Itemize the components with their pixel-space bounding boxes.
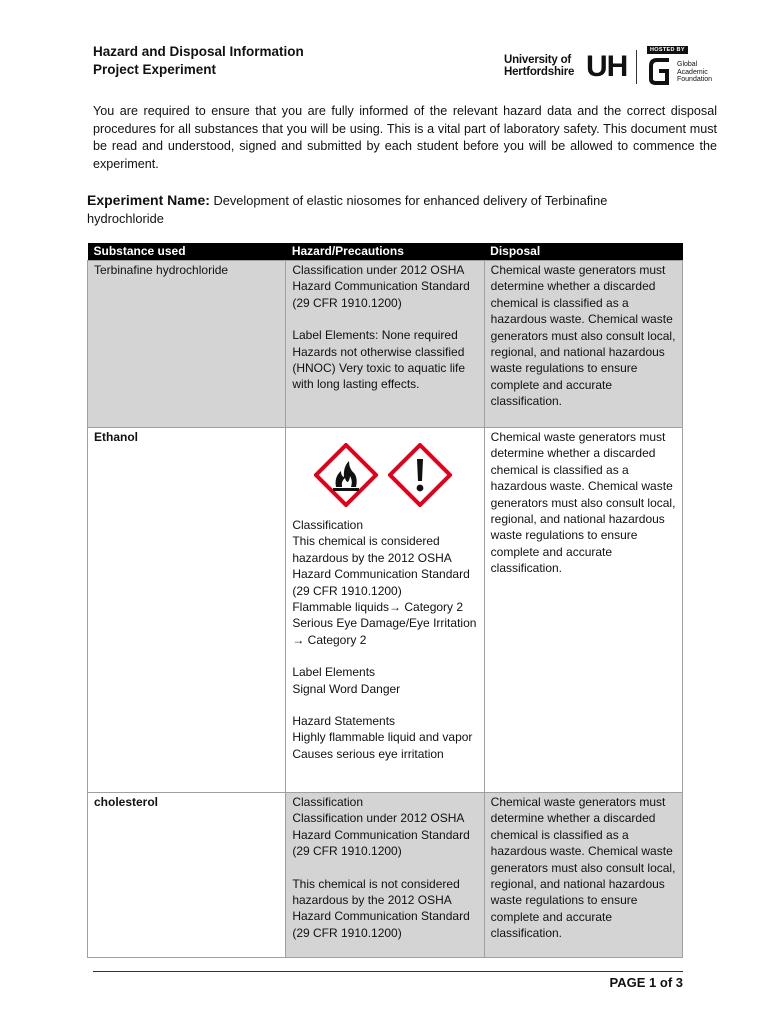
hazard-cell xyxy=(286,428,484,793)
hazard-cell xyxy=(286,261,484,428)
university-logo xyxy=(504,46,726,88)
intro-paragraph: You are required to ensure that you are fully informed of the relevant hazard data and the correct disposal procedures for all substances that you will be using. This is a vital part of laboratory safety. This document must be read and understood, signed and submitted by each student before you will be allowed to commence the experiment. xyxy=(93,104,717,171)
substance-cell: Terbinafine hydrochloride xyxy=(88,261,286,428)
hazard-line: Classification under 2012 OSHA Hazard Communication Standard (29 CFR 1910.1200) xyxy=(292,263,470,310)
table-header-row xyxy=(88,243,683,261)
flame-pictogram-icon xyxy=(314,443,378,507)
header-substance: Substance used xyxy=(88,243,286,261)
experiment-name-value: Development of elastic niosomes for enhanced delivery of Terbinafine hydrochloride xyxy=(87,193,608,226)
substance-cell: Ethanol xyxy=(88,428,286,793)
gaf-name-line-3: Foundation xyxy=(677,76,713,83)
hazard-line: This chemical is not considered hazardous by the 2012 OSHA Hazard Communication Standard (29 CFR 1910.1200) xyxy=(292,876,470,940)
hazard-line: Serious Eye Damage/Eye Irritation → Category 2 xyxy=(292,616,477,647)
hazard-line: Classification under 2012 OSHA Hazard Communication Standard (29 CFR 1910.1200) xyxy=(292,811,470,859)
disposal-cell: Chemical waste generators must determine whether a discarded chemical is classified as a hazardous waste. Chemical waste generators must also consult local, regional, and national hazardous waste regulations to ensure complete and accurate classification. xyxy=(484,428,682,793)
gaf-name-line-2: Academic xyxy=(677,68,708,76)
university-name xyxy=(504,54,574,78)
hazard-line: Hazard Statements xyxy=(292,714,396,729)
table-row xyxy=(88,261,683,428)
gaf-logo-icon xyxy=(647,57,673,85)
hazard-line: Classification xyxy=(292,518,364,532)
header-disposal: Disposal xyxy=(484,243,682,261)
hazard-line: Signal Word Danger xyxy=(292,681,401,696)
experiment-name xyxy=(87,191,687,228)
hosted-by-badge: HOSTED BY xyxy=(647,46,688,54)
header-hazard: Hazard/Precautions xyxy=(286,243,484,261)
university-name-line-1: University of xyxy=(504,54,572,66)
hazard-line: Flammable liquids→ Category 2 xyxy=(292,600,464,615)
hazard-cell xyxy=(286,793,484,958)
university-name-line-2: Hertfordshire xyxy=(504,66,575,78)
title-line-2: Project Experiment xyxy=(93,62,217,77)
logo-divider xyxy=(636,50,637,84)
exclamation-pictogram-icon xyxy=(388,443,452,507)
hazard-line xyxy=(292,648,477,664)
ghs-pictograms xyxy=(314,443,477,507)
hazard-line: Classification xyxy=(292,795,364,809)
table-row xyxy=(88,428,683,793)
hazard-line: This chemical is considered hazardous by the 2012 OSHA Hazard Communication Standard (29 CFR 1910.1200) xyxy=(292,534,470,598)
document-title xyxy=(93,43,304,79)
footer-divider xyxy=(93,971,683,972)
hazard-line xyxy=(292,311,477,327)
table-row xyxy=(88,793,683,958)
hazard-line xyxy=(292,697,477,713)
page-number: PAGE 1 of 3 xyxy=(609,975,683,990)
hazard-line xyxy=(292,860,477,876)
hazard-line: Label Elements xyxy=(292,665,376,680)
disposal-cell: Chemical waste generators must determine whether a discarded chemical is classified as a hazardous waste. Chemical waste generators must also consult local, regional, and national hazardous waste regulations to ensure complete and accurate classification. xyxy=(484,261,682,428)
hazard-table xyxy=(87,243,683,958)
title-line-1: Hazard and Disposal Information xyxy=(93,44,304,59)
experiment-name-label: Experiment Name: xyxy=(87,192,210,208)
gaf-name xyxy=(677,61,712,84)
substance-cell: cholesterol xyxy=(88,793,286,958)
gaf-name-line-1: Global xyxy=(677,61,698,68)
disposal-cell: Chemical waste generators must determine whether a discarded chemical is classified as a hazardous waste. Chemical waste generators must also consult local, regional, and national hazardous waste regulations to ensure complete and accurate classification. xyxy=(484,793,682,958)
hazard-line: Label Elements: None required Hazards not otherwise classified (HNOC) Very toxic to aquatic life with long lasting effects. xyxy=(292,328,466,392)
hazard-line: Highly flammable liquid and vapor Causes serious eye irritation xyxy=(292,730,473,761)
uh-logo-mark: UH xyxy=(586,50,628,83)
